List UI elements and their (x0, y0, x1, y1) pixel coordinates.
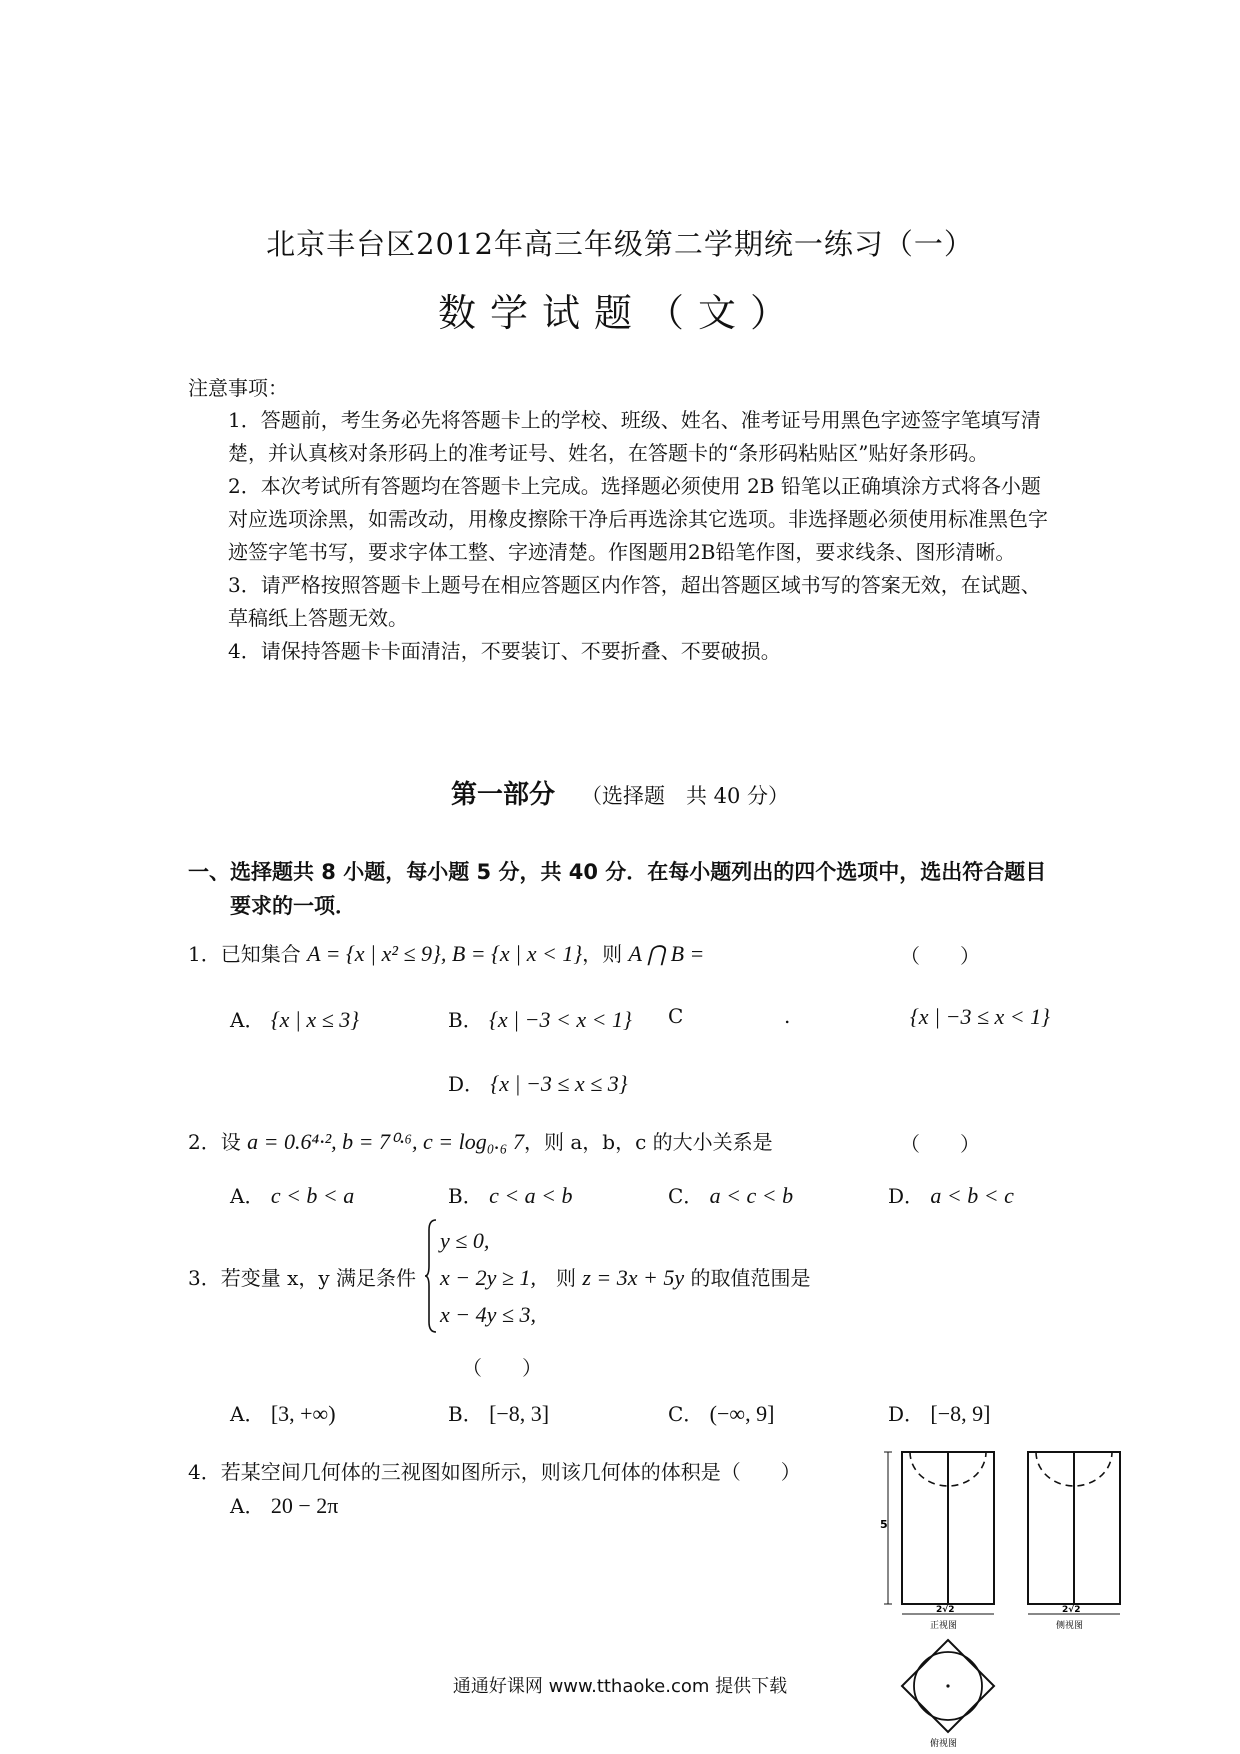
notice-item-3: 3．请严格按照答题卡上题号在相应答题区内作答，超出答题区域书写的答案无效，在试题、草稿纸上答题无效。 (228, 573, 1041, 630)
q2-option-d (888, 1180, 1014, 1209)
q3-option-b-text: [−8, 3] (489, 1401, 550, 1426)
q1-prefix: 1．已知集合 (188, 942, 301, 966)
q1-option-a (230, 1004, 359, 1033)
q2-option-c (668, 1180, 793, 1209)
q3-option-a-text: [3, +∞) (270, 1401, 336, 1426)
q2-stem: a = 0.6⁴·², b = 7⁰·⁶, c = log₀.₆ 7 (247, 1129, 525, 1154)
notice-item-4: 4．请保持答题卡卡面清洁，不要装订、不要折叠、不要破损。 (228, 639, 781, 663)
q1-option-c-value: {x | −3 ≤ x < 1} (910, 1004, 1050, 1029)
q4-option-a-label: A． (230, 1494, 265, 1518)
side-view (1028, 1452, 1120, 1604)
q1-option-a-text: {x | x ≤ 3} (270, 1007, 360, 1032)
q3-option-a (230, 1398, 336, 1427)
q1-option-b (448, 1004, 632, 1033)
exam-title: 北京丰台区2012年高三年级第二学期统一练习（一） (266, 227, 974, 261)
q3-option-c-label: C． (668, 1402, 704, 1426)
q3-prefix: 3．若变量 x，y 满足条件 (188, 1266, 417, 1290)
side-view-label: 侧视图 (1056, 1621, 1084, 1631)
front-view-label: 正视图 (930, 1621, 958, 1631)
q2-option-b-label: B． (448, 1184, 483, 1208)
exam-subject-title: 数学试题（文） (437, 291, 802, 335)
height-dimension (880, 1452, 892, 1604)
q3-option-d-label: D． (888, 1402, 925, 1426)
q2-option-c-label: C． (668, 1184, 704, 1208)
q2-option-a-text: c < b < a (270, 1183, 355, 1208)
section-line-2: 要求的一项． (230, 894, 356, 918)
part-subtitle: （选择题 共 40 分） (580, 784, 790, 808)
top-view-label: 俯视图 (930, 1739, 958, 1748)
notice-item-1: 1．答题前，考生务必先将答题卡上的学校、班级、姓名、准考证号用黑色字迹签字笔填写清楚，并认真核对条形码上的准考证号、姓名，在答题卡的“条形码粘贴区”贴好条形码。 (228, 408, 1041, 465)
q1-option-c-label: C (668, 1004, 684, 1028)
q1-option-a-label: A． (230, 1008, 265, 1032)
q3-option-d (888, 1398, 990, 1427)
height-label: 5 (880, 1518, 888, 1531)
part-heading (0, 774, 1240, 811)
question-2 (188, 1126, 773, 1155)
q2-answer-paren: （ ） (900, 1132, 980, 1156)
q2-option-b-text: c < a < b (489, 1183, 573, 1208)
q2-option-c-text: a < c < b (709, 1183, 794, 1208)
q1-answer-paren: （ ） (900, 944, 980, 968)
q3-expr: z = 3x + 5y (582, 1265, 685, 1290)
q2-option-b (448, 1180, 573, 1209)
side-width-dimension (1028, 1604, 1120, 1631)
notice-item-2: 2．本次考试所有答题均在答题卡上完成。选择题必须使用 2B 铅笔以正确填涂方式将各小题对应选项涂黑，如需改动，用橡皮擦除干净后再选涂其它选项。非选择题必须使用标准黑色字迹签字笔书写，要求字体工整、字迹清楚。作图题用2B铅笔作图，要求线条、图形清晰。 (228, 474, 1048, 564)
q2-suffix: ，则 a，b，c 的大小关系是 (524, 1130, 773, 1154)
section-line-1: 一、选择题共 8 小题，每小题 5 分，共 40 分．在每小题列出的四个选项中，选出符合题目 (188, 860, 1047, 884)
q1-option-d-text: {x | −3 ≤ x ≤ 3} (490, 1071, 628, 1096)
q3-condition-1: y ≤ 0, (440, 1228, 490, 1253)
q3-conditions (440, 1222, 536, 1333)
q3-option-b-label: B． (448, 1402, 483, 1426)
notice-list (228, 404, 1058, 668)
q3-option-b (448, 1398, 549, 1427)
q1-stem: A = {x | x² ≤ 9}, B = {x | x < 1} (307, 941, 583, 966)
q3-system-brace (424, 1218, 438, 1334)
q2-option-d-label: D． (888, 1184, 925, 1208)
q3-answer-paren: （ ） (462, 1356, 542, 1380)
q3-tail (556, 1262, 811, 1291)
q3-mid: 则 (556, 1266, 576, 1290)
q3-option-d-text: [−8, 9] (930, 1401, 991, 1426)
q4-option-a (230, 1490, 338, 1519)
q2-option-a (230, 1180, 354, 1209)
q1-ask: A ⋂ B = (628, 941, 705, 966)
q1-option-c-dot: . (784, 1004, 791, 1028)
question-1 (188, 938, 704, 967)
q3-option-c (668, 1398, 774, 1427)
q3-condition-3: x − 4y ≤ 3, (440, 1302, 536, 1327)
q2-option-a-label: A． (230, 1184, 265, 1208)
front-width-label: 2√2 (936, 1605, 955, 1615)
q3-condition-2: x − 2y ≥ 1, (440, 1265, 536, 1290)
side-width-label: 2√2 (1062, 1605, 1081, 1615)
q1-option-b-label: B． (448, 1008, 483, 1032)
footer-credit: 通通好课网 www.tthaoke.com 提供下载 (452, 1676, 788, 1697)
front-view (902, 1452, 994, 1604)
front-width-dimension (902, 1604, 994, 1631)
notice-heading: 注意事项： (188, 376, 288, 400)
q4-stem: 4．若某空间几何体的三视图如图所示，则该几何体的体积是（ ） (188, 1460, 801, 1484)
q1-option-d (448, 1068, 628, 1097)
q2-prefix: 2．设 (188, 1130, 241, 1154)
q3-option-a-label: A． (230, 1402, 265, 1426)
part-title: 第一部分 (450, 780, 555, 810)
q4-option-a-text: 20 − 2π (270, 1493, 339, 1518)
q1-option-c-text (910, 1004, 1050, 1030)
q2-option-d-text: a < b < c (930, 1183, 1014, 1208)
q3-option-c-text: (−∞, 9] (709, 1401, 775, 1426)
section-instructions (188, 855, 1058, 923)
q1-option-b-text: {x | −3 < x < 1} (489, 1007, 632, 1032)
three-view-figure (880, 1442, 1170, 1748)
q3-suffix: 的取值范围是 (690, 1266, 811, 1290)
q1-option-d-label: D． (448, 1072, 485, 1096)
q1-mid: ，则 (582, 942, 623, 966)
